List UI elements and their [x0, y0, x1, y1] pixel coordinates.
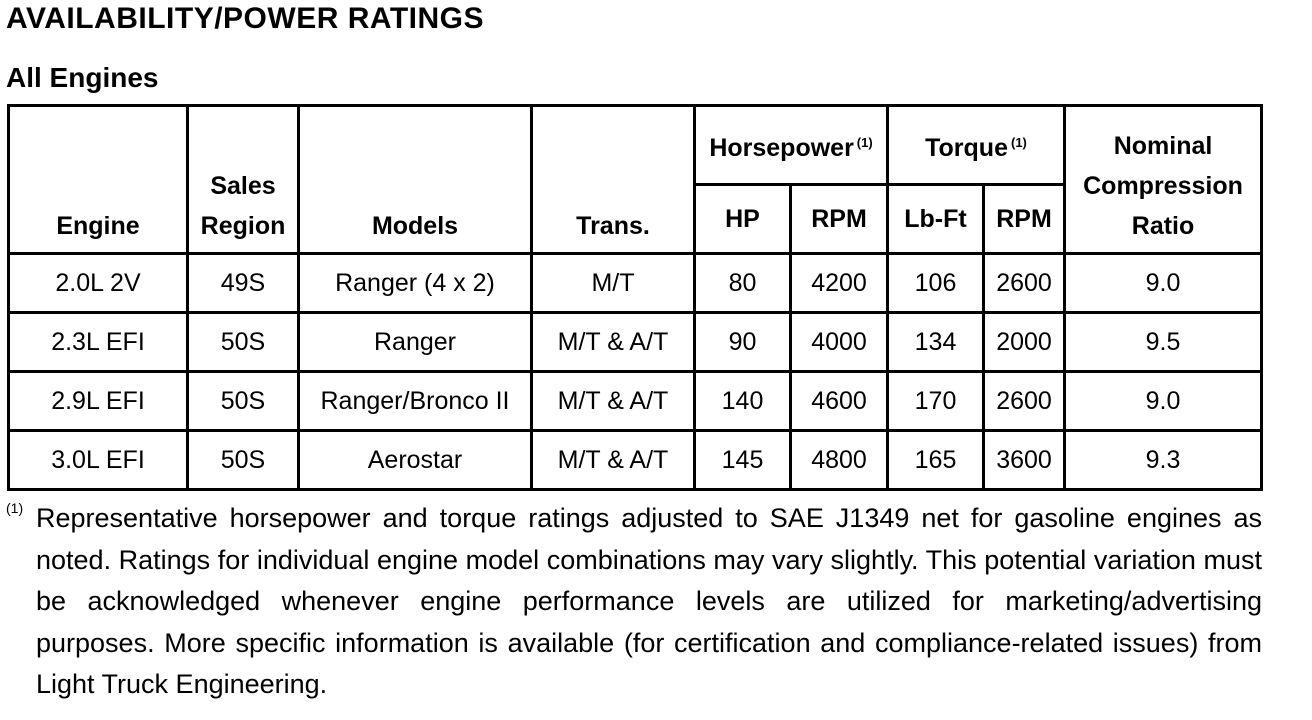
cell-lb-ft: 134 [888, 313, 984, 372]
header-hp: HP [695, 185, 791, 254]
header-torque-footnote-ref: (1) [1011, 134, 1027, 150]
cell-sales-region: 50S [188, 372, 299, 431]
section-subtitle: All Engines [6, 62, 159, 93]
table-row [9, 372, 1262, 431]
footnote-text: Representative horsepower and torque ratings adjusted to SAE J1349 net for gasoline engines as noted. Ratings for individual engine model combinations may vary slightly. This potential variation must be acknowledged whenever engine performance levels are utilized for marketing/advertising purposes. More specific information is available (for certification and compliance-related issues) from Light Truck Engineering. [36, 503, 1262, 699]
header-lb-ft: Lb-Ft [888, 185, 984, 254]
cell-engine: 2.9L EFI [9, 372, 188, 431]
power-ratings-table [7, 104, 1263, 491]
cell-models: Aerostar [299, 431, 532, 490]
header-models: Models [299, 106, 532, 254]
cell-models: Ranger/Bronco II [299, 372, 532, 431]
header-horsepower [695, 106, 888, 185]
cell-trans: M/T & A/T [532, 372, 695, 431]
cell-hp-rpm: 4800 [791, 431, 888, 490]
cell-sales-region: 50S [188, 313, 299, 372]
header-hp-rpm: RPM [791, 185, 888, 254]
cell-compression-ratio: 9.0 [1065, 254, 1262, 313]
table-row [9, 313, 1262, 372]
header-torque-label: Torque [925, 133, 1008, 162]
header-torque-rpm: RPM [984, 185, 1065, 254]
cell-hp: 145 [695, 431, 791, 490]
header-trans: Trans. [532, 106, 695, 254]
table-row [9, 254, 1262, 313]
cell-trans: M/T & A/T [532, 431, 695, 490]
table-row [9, 431, 1262, 490]
cell-compression-ratio: 9.5 [1065, 313, 1262, 372]
cell-compression-ratio: 9.3 [1065, 431, 1262, 490]
cell-models: Ranger (4 x 2) [299, 254, 532, 313]
cell-engine: 2.3L EFI [9, 313, 188, 372]
cell-sales-region: 50S [188, 431, 299, 490]
cell-trans: M/T & A/T [532, 313, 695, 372]
footnote-marker: (1) [6, 500, 24, 516]
cell-compression-ratio: 9.0 [1065, 372, 1262, 431]
header-engine: Engine [9, 106, 188, 254]
cell-torque-rpm: 2600 [984, 372, 1065, 431]
cell-engine: 2.0L 2V [9, 254, 188, 313]
cell-hp-rpm: 4000 [791, 313, 888, 372]
header-sales-region: Sales Region [188, 106, 299, 254]
cell-torque-rpm: 2600 [984, 254, 1065, 313]
header-compression-ratio: Nominal Compression Ratio [1065, 106, 1262, 254]
cell-hp: 80 [695, 254, 791, 313]
cell-hp: 140 [695, 372, 791, 431]
cell-hp-rpm: 4200 [791, 254, 888, 313]
cell-torque-rpm: 2000 [984, 313, 1065, 372]
footnote [6, 498, 1262, 706]
header-horsepower-footnote-ref: (1) [856, 134, 873, 150]
cell-trans: M/T [532, 254, 695, 313]
cell-models: Ranger [299, 313, 532, 372]
cell-hp-rpm: 4600 [791, 372, 888, 431]
header-torque [888, 106, 1065, 185]
cell-sales-region: 49S [188, 254, 299, 313]
cell-torque-rpm: 3600 [984, 431, 1065, 490]
cell-lb-ft: 170 [888, 372, 984, 431]
cell-lb-ft: 165 [888, 431, 984, 490]
cell-lb-ft: 106 [888, 254, 984, 313]
header-horsepower-label: Horsepower [709, 133, 854, 162]
cell-engine: 3.0L EFI [9, 431, 188, 490]
page-title: AVAILABILITY/POWER RATINGS [6, 2, 484, 35]
cell-hp: 90 [695, 313, 791, 372]
